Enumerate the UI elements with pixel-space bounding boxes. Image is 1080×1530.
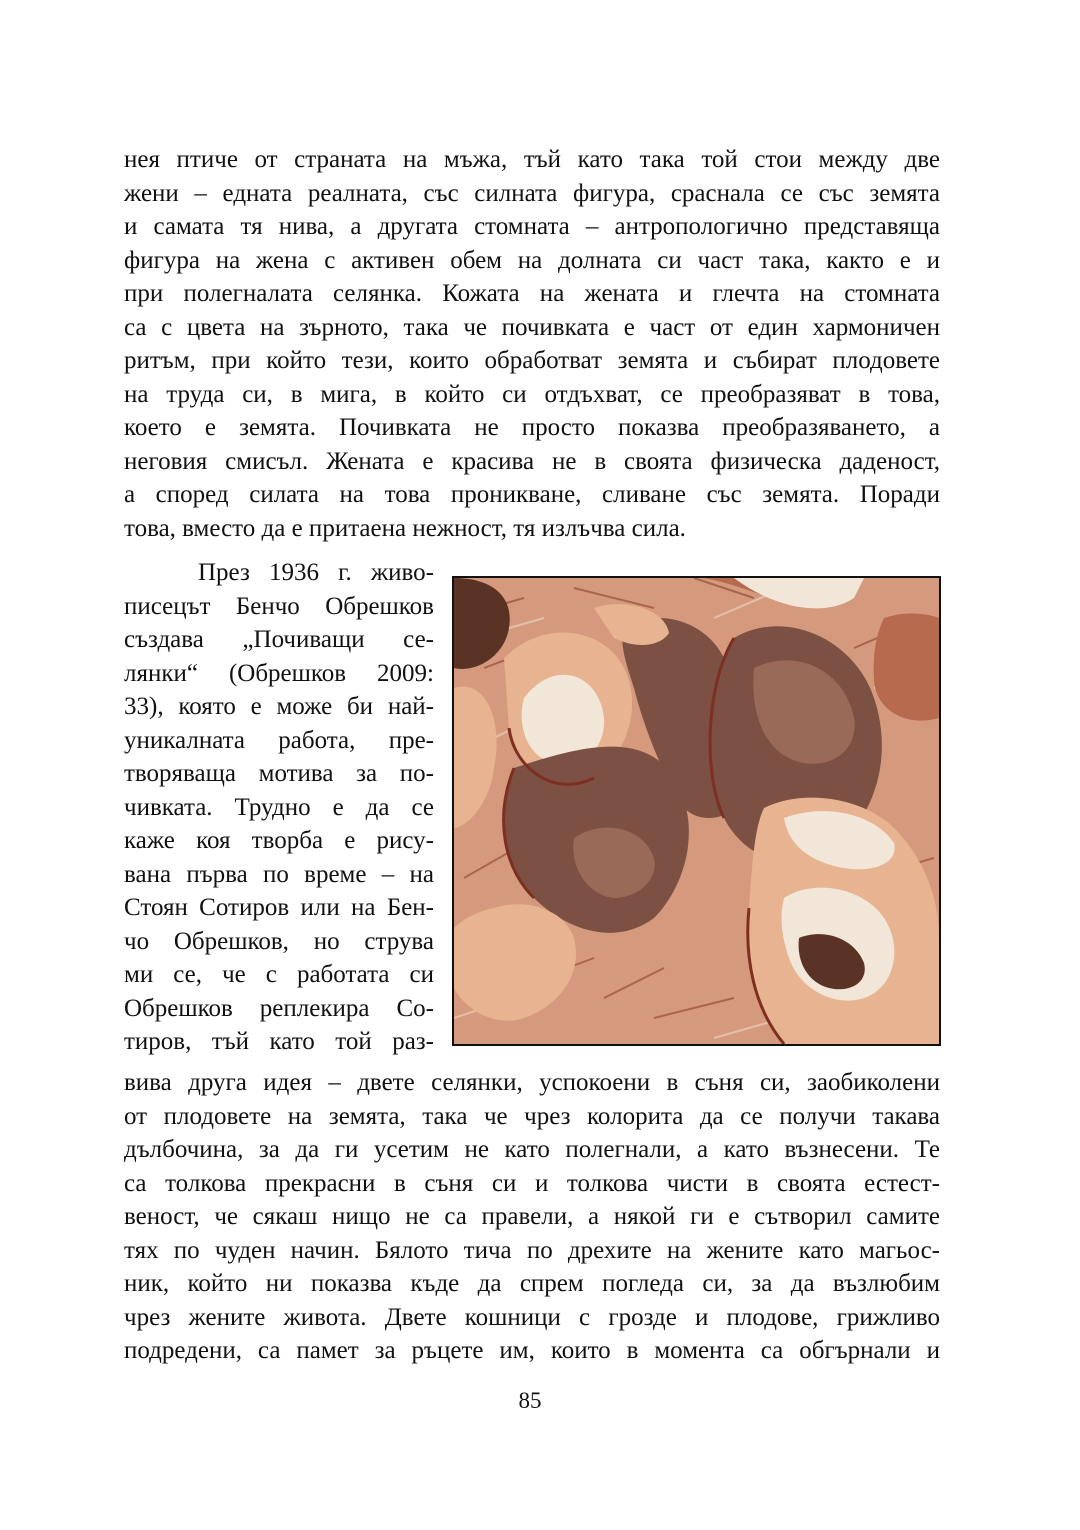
text-line: а според силата на това проникване, сливане със земята. Поради	[124, 481, 940, 508]
painting-image	[454, 578, 939, 1044]
text-line: вана първа по време – на	[124, 860, 434, 888]
text-line: чивката. Трудно е да се	[124, 793, 434, 821]
text-line: Обрешков реплекира Со-	[124, 994, 434, 1022]
text-line: са толкова прекрасни в съня си и толкова чисти в своята естест-	[124, 1169, 940, 1197]
text-line: чрез жените живота. Двете кошници с грозде и плодове, грижливо	[124, 1303, 940, 1331]
text-line: от плодовете на земята, така че чрез колорита да се получи такава	[124, 1102, 940, 1130]
text-line: на труда си, в мига, в който си отдъхват, се преобразяват в това,	[124, 380, 940, 408]
text-line: неговия смисъл. Жената е красива не в своята физическа даденост,	[124, 447, 940, 475]
text-line: вива друга идея – двете селянки, успокоени в съня си, заобиколени	[124, 1069, 940, 1096]
text-line: подредени, са памет за ръцете им, които в момента са обгърнали и	[124, 1337, 940, 1364]
paragraph-2-continued	[124, 1066, 940, 1368]
text-line: нея птиче от страната на мъжа, тъй като така той стои между две	[124, 146, 940, 173]
text-line: 33), която е може би най-	[124, 693, 434, 720]
text-line: тях по чуден начин. Бялото тича по дрехите на жените като магьос-	[124, 1236, 940, 1264]
text-line: чо Обрешков, но струва	[124, 927, 434, 955]
text-line: фигура на жена с активен обем на долната си част така, както е и	[124, 246, 940, 274]
text-line: жени – едната реалната, със силната фигура, сраснала се със земята	[124, 179, 940, 207]
paragraph-2-wrapped	[124, 556, 434, 1059]
text-line: каже коя творба е рису-	[124, 827, 434, 854]
text-line: писецът Бенчо Обрешков	[124, 592, 434, 620]
text-line: През 1936 г. живо-	[198, 559, 434, 586]
text-line: това, вместо да е притаена нежност, тя излъчва сила.	[124, 514, 686, 542]
text-line: ми се, че с работата си	[124, 961, 434, 988]
text-line: и самата тя нива, а другата стомната – антропологично представяща	[124, 213, 940, 240]
text-line: тиров, тъй като той раз-	[124, 1028, 434, 1055]
text-line: дълбочина, за да ги усетим не като полегнали, а като възнесени. Те	[124, 1136, 940, 1163]
text-line: при полегналата селянка. Кожата на жената и глечта на стомната	[124, 280, 940, 307]
text-line: уникалната работа, пре-	[124, 726, 434, 754]
text-line: творяваща мотива за по-	[124, 760, 434, 787]
text-line: лянки“ (Обрешков 2009:	[124, 659, 434, 687]
page-number: 85	[518, 1388, 542, 1413]
text-line: създава „Почиващи се-	[124, 626, 434, 653]
text-line: което е земята. Почивката не просто показва преобразяването, а	[124, 414, 940, 441]
text-line: ритъм, при който тези, които обработват земята и събират плодовете	[124, 347, 940, 374]
text-line: Стоян Сотиров или на Бен-	[124, 894, 434, 921]
painting-resting-peasant-women	[452, 576, 941, 1046]
text-line: са с цвета на зърното, така че почивката е част от един хармоничен	[124, 313, 940, 341]
paragraph-1	[124, 143, 940, 545]
text-line: ник, който ни показва къде да спрем погледа си, за да възлюбим	[124, 1270, 940, 1297]
text-line: веност, че сякаш нищо не са правели, а някой ги е сътворил самите	[124, 1203, 940, 1230]
